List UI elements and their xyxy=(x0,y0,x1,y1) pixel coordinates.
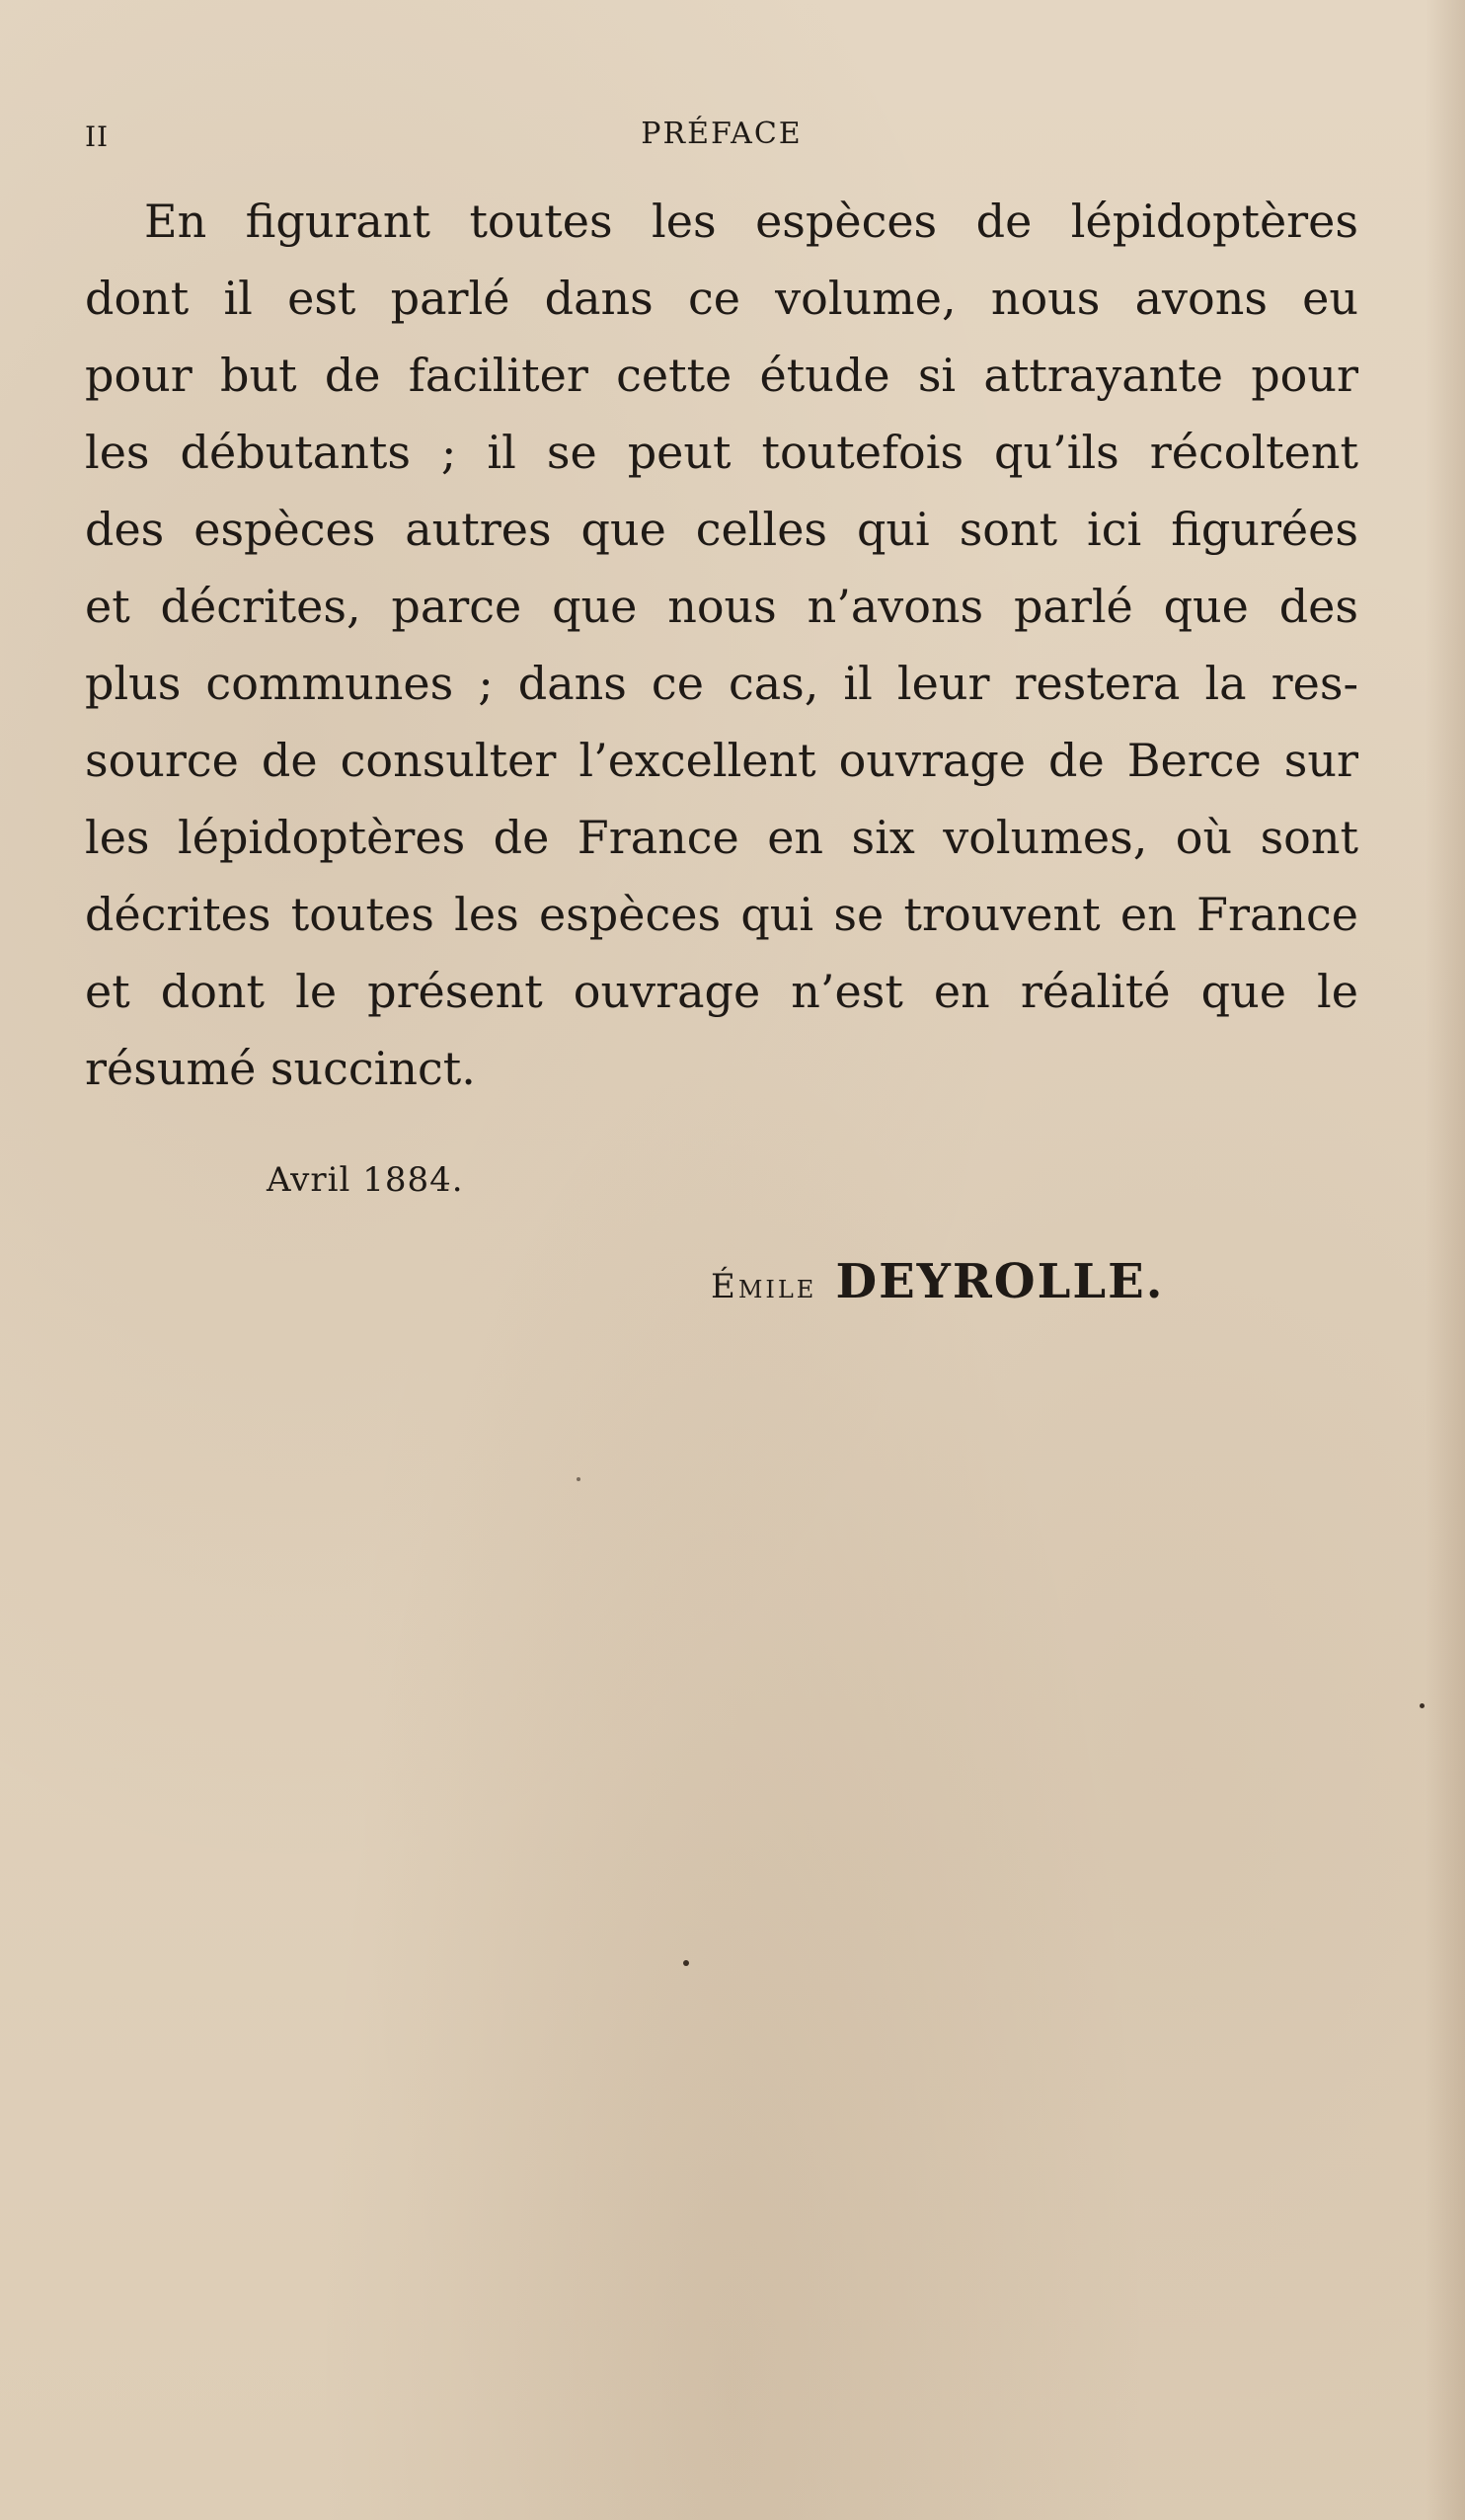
paragraph-line: résumé succinct. xyxy=(85,1042,476,1095)
paragraph-line: dont il est parlé dans ce volume, nous avons eu xyxy=(85,272,1358,325)
paper-speck xyxy=(683,1960,689,1966)
page-number: II xyxy=(85,120,110,153)
signature-first-name: Émile xyxy=(711,1267,817,1306)
paper-speck xyxy=(1420,1703,1425,1708)
signature-last-name: DEYROLLE. xyxy=(835,1254,1165,1309)
paragraph-line: les lépidoptères de France en six volumes, où sont xyxy=(85,811,1358,864)
paragraph-line: décrites toutes les espèces qui se trouvent en France xyxy=(85,888,1358,941)
signature xyxy=(711,1254,1164,1309)
running-head xyxy=(85,111,1358,154)
paper-speck xyxy=(577,1477,580,1481)
paragraph-line: plus communes ; dans ce cas, il leur restera la res- xyxy=(85,657,1358,710)
paragraph-line: et dont le présent ouvrage n’est en réalité que le xyxy=(85,965,1358,1018)
paragraph-line: les débutants ; il se peut toutefois qu’ils récoltent xyxy=(85,426,1358,479)
page-edge-shadow xyxy=(1426,0,1465,2520)
preface-paragraph xyxy=(85,183,1358,1107)
paragraph-line: des espèces autres que celles qui sont ici figurées xyxy=(85,503,1358,556)
paragraph-line: source de consulter l’excellent ouvrage de Berce sur xyxy=(85,734,1358,787)
paragraph-line: pour but de faciliter cette étude si attrayante pour xyxy=(85,349,1358,402)
paragraph-line: et décrites, parce que nous n’avons parlé que des xyxy=(85,580,1358,633)
paragraph-line: En figurant toutes les espèces de lépidoptères xyxy=(144,195,1358,248)
date-line: Avril 1884. xyxy=(267,1160,464,1200)
running-title: PRÉFACE xyxy=(641,117,803,151)
